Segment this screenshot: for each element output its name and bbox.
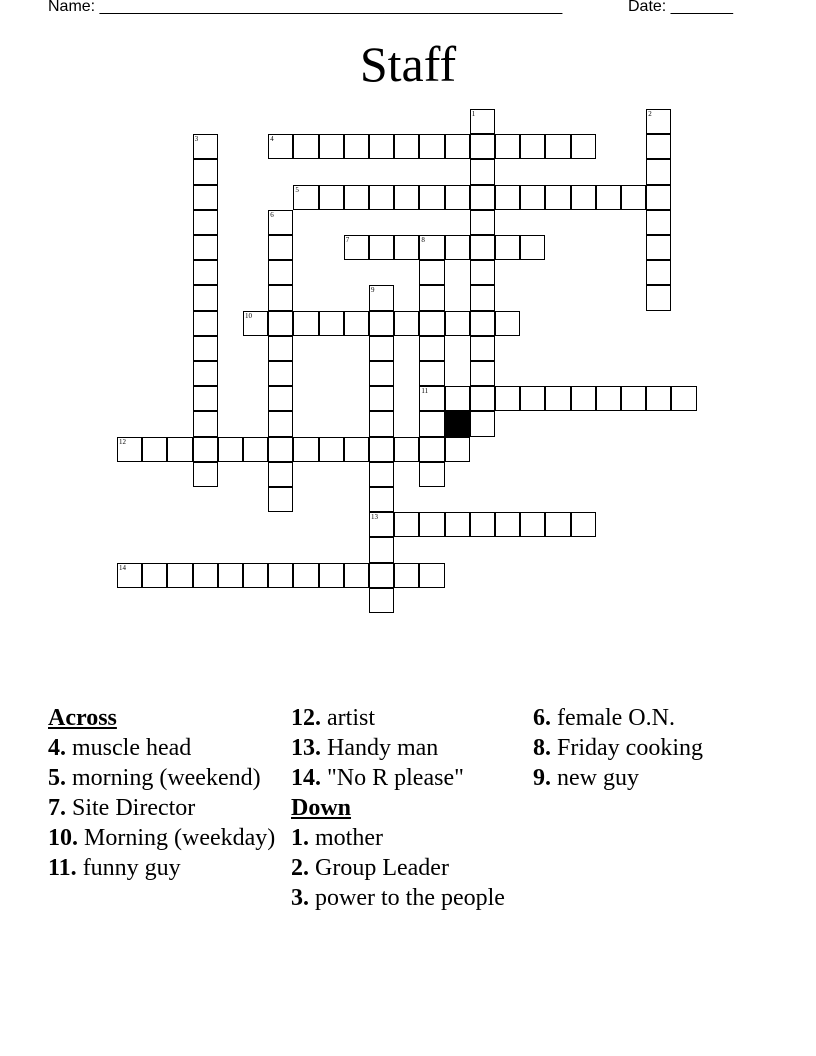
grid-cell[interactable]: [193, 235, 218, 260]
grid-cell[interactable]: [369, 537, 394, 562]
clue-text: "No R please": [327, 765, 464, 791]
grid-cell[interactable]: [520, 386, 545, 411]
grid-cell[interactable]: [495, 512, 520, 537]
grid-cell[interactable]: [571, 512, 596, 537]
clue-heading-across: Across: [48, 705, 117, 731]
grid-cell[interactable]: [545, 185, 570, 210]
black-cell: [445, 411, 470, 436]
cell-number: 10: [245, 311, 252, 320]
clue-text: Friday cooking: [557, 735, 703, 761]
grid-cell[interactable]: [369, 512, 394, 537]
grid-cell[interactable]: [646, 285, 671, 310]
clue-number: 6.: [533, 705, 551, 731]
grid-cell[interactable]: [193, 437, 218, 462]
grid-cell[interactable]: [445, 185, 470, 210]
grid-cell[interactable]: [470, 134, 495, 159]
grid-cell[interactable]: [268, 336, 293, 361]
grid-cell[interactable]: [268, 235, 293, 260]
grid-cell[interactable]: [193, 462, 218, 487]
grid-cell[interactable]: [495, 386, 520, 411]
clue-number: 7.: [48, 795, 66, 821]
cell-number: 6: [270, 210, 274, 219]
grid-cell[interactable]: [545, 386, 570, 411]
grid-cell[interactable]: [369, 185, 394, 210]
grid-cell[interactable]: [646, 235, 671, 260]
grid-cell[interactable]: [193, 159, 218, 184]
grid-cell[interactable]: [445, 437, 470, 462]
grid-cell[interactable]: [646, 210, 671, 235]
grid-cell[interactable]: [369, 563, 394, 588]
clue-column-1: [48, 704, 284, 884]
grid-cell[interactable]: [268, 411, 293, 436]
grid-cell[interactable]: [369, 437, 394, 462]
grid-cell[interactable]: [419, 260, 444, 285]
grid-cell[interactable]: [470, 311, 495, 336]
grid-cell[interactable]: [142, 437, 167, 462]
clue-item: [533, 764, 769, 792]
grid-cell[interactable]: [470, 361, 495, 386]
grid-cell[interactable]: [394, 185, 419, 210]
grid-cell[interactable]: [268, 134, 293, 159]
grid-cell[interactable]: [419, 462, 444, 487]
grid-cell[interactable]: [520, 185, 545, 210]
grid-cell[interactable]: [243, 311, 268, 336]
grid-cell[interactable]: [193, 260, 218, 285]
grid-cell[interactable]: [646, 109, 671, 134]
grid-cell[interactable]: [369, 462, 394, 487]
clue-item: [48, 824, 284, 852]
grid-cell[interactable]: [268, 210, 293, 235]
grid-cell[interactable]: [369, 336, 394, 361]
grid-cell[interactable]: [193, 336, 218, 361]
cell-number: 3: [194, 135, 199, 144]
grid-cell[interactable]: [520, 134, 545, 159]
grid-cell[interactable]: [470, 159, 495, 184]
grid-cell[interactable]: [369, 311, 394, 336]
cell-number: 5: [295, 185, 299, 194]
clue-item: [533, 734, 769, 762]
clue-number: 12.: [291, 705, 321, 731]
grid-cell[interactable]: [193, 361, 218, 386]
clue-item: [48, 734, 284, 762]
clue-text: power to the people: [315, 885, 505, 911]
grid-cell[interactable]: [268, 487, 293, 512]
grid-cell[interactable]: [319, 185, 344, 210]
clue-item: [291, 854, 527, 882]
grid-cell[interactable]: [445, 134, 470, 159]
grid-cell[interactable]: [369, 487, 394, 512]
clue-text: muscle head: [72, 735, 192, 761]
grid-cell[interactable]: [268, 563, 293, 588]
grid-cell[interactable]: [646, 386, 671, 411]
grid-cell[interactable]: [344, 185, 369, 210]
clue-number: 11.: [48, 855, 77, 881]
grid-cell[interactable]: [344, 437, 369, 462]
grid-cell[interactable]: [571, 185, 596, 210]
grid-cell[interactable]: [470, 260, 495, 285]
grid-cell[interactable]: [419, 311, 444, 336]
clue-number: 14.: [291, 765, 321, 791]
page-title: Staff: [359, 36, 457, 92]
grid-cell[interactable]: [243, 437, 268, 462]
grid-cell[interactable]: [445, 512, 470, 537]
cell-number: 11: [421, 387, 429, 396]
grid-cell[interactable]: [193, 311, 218, 336]
grid-cell[interactable]: [218, 563, 243, 588]
grid-cell[interactable]: [369, 235, 394, 260]
grid-cell[interactable]: [268, 462, 293, 487]
grid-cell[interactable]: [193, 185, 218, 210]
grid-cell[interactable]: [394, 134, 419, 159]
cell-number: 14: [119, 563, 126, 572]
grid-cell[interactable]: [369, 588, 394, 613]
grid-cell[interactable]: [319, 437, 344, 462]
grid-cell[interactable]: [293, 437, 318, 462]
grid-cell[interactable]: [193, 411, 218, 436]
clue-number: 4.: [48, 735, 66, 761]
grid-cell[interactable]: [445, 235, 470, 260]
grid-cell[interactable]: [470, 185, 495, 210]
clue-number: 3.: [291, 885, 309, 911]
clue-text: Group Leader: [315, 855, 449, 881]
clue-number: 10.: [48, 825, 78, 851]
grid-cell[interactable]: [193, 285, 218, 310]
clue-item: [291, 734, 527, 762]
grid-cell[interactable]: [495, 235, 520, 260]
clue-number: 5.: [48, 765, 66, 791]
grid-cell[interactable]: [369, 386, 394, 411]
cell-number: 13: [371, 513, 378, 522]
name-field-label: Name: ____________________________________________________: [48, 0, 563, 15]
grid-cell[interactable]: [419, 134, 444, 159]
grid-cell[interactable]: [268, 386, 293, 411]
grid-cell[interactable]: [419, 235, 444, 260]
grid-cell[interactable]: [268, 260, 293, 285]
grid-cell[interactable]: [293, 134, 318, 159]
grid-cell[interactable]: [596, 185, 621, 210]
clue-text: new guy: [557, 765, 639, 791]
grid-cell[interactable]: [419, 411, 444, 436]
clue-text: artist: [327, 705, 375, 731]
grid-cell[interactable]: [193, 386, 218, 411]
clue-number: 13.: [291, 735, 321, 761]
grid-cell[interactable]: [470, 235, 495, 260]
grid-cell[interactable]: [571, 134, 596, 159]
grid-cell[interactable]: [344, 311, 369, 336]
clue-item: [48, 854, 284, 882]
cell-number: 12: [119, 437, 126, 446]
grid-cell[interactable]: [394, 512, 419, 537]
clue-text: Site Director: [72, 795, 196, 821]
grid-cell[interactable]: [646, 260, 671, 285]
grid-cell[interactable]: [419, 512, 444, 537]
cell-number: 4: [270, 135, 274, 144]
grid-cell[interactable]: [268, 311, 293, 336]
grid-cell[interactable]: [394, 235, 419, 260]
clue-text: Handy man: [327, 735, 439, 761]
grid-cell[interactable]: [470, 386, 495, 411]
grid-cell[interactable]: [545, 512, 570, 537]
grid-cell[interactable]: [293, 563, 318, 588]
clue-text: funny guy: [82, 855, 181, 881]
grid-cell[interactable]: [319, 134, 344, 159]
grid-cell[interactable]: [369, 134, 394, 159]
grid-cell[interactable]: [419, 336, 444, 361]
clue-item: [48, 794, 284, 822]
clue-heading-down: Down: [291, 795, 352, 821]
clue-text: female O.N.: [557, 705, 675, 731]
grid-cell[interactable]: [419, 361, 444, 386]
grid-cell[interactable]: [268, 285, 293, 310]
grid-cell[interactable]: [470, 285, 495, 310]
grid-cell[interactable]: [218, 437, 243, 462]
grid-cell[interactable]: [470, 109, 495, 134]
grid-cell[interactable]: [646, 134, 671, 159]
cell-number: 7: [345, 236, 350, 244]
grid-cell[interactable]: [646, 185, 671, 210]
grid-cell[interactable]: [495, 185, 520, 210]
cell-number: 9: [371, 286, 375, 295]
clue-column-2: [291, 704, 527, 914]
grid-cell[interactable]: [293, 311, 318, 336]
clue-number: 8.: [533, 735, 551, 761]
clue-item: [291, 824, 527, 852]
grid-cell[interactable]: [193, 134, 218, 159]
grid-cell[interactable]: [671, 386, 696, 411]
grid-cell[interactable]: [520, 512, 545, 537]
clue-item: [48, 764, 284, 792]
grid-cell[interactable]: [369, 285, 394, 310]
grid-cell[interactable]: [193, 563, 218, 588]
grid-cell[interactable]: [369, 361, 394, 386]
grid-cell[interactable]: [193, 210, 218, 235]
grid-cell[interactable]: [268, 437, 293, 462]
grid-cell[interactable]: [495, 134, 520, 159]
grid-cell[interactable]: [470, 411, 495, 436]
clue-text: Morning (weekday): [84, 825, 276, 851]
grid-cell[interactable]: [293, 185, 318, 210]
clue-item: [291, 884, 527, 912]
grid-cell[interactable]: [445, 311, 470, 336]
grid-cell[interactable]: [142, 563, 167, 588]
grid-cell[interactable]: [495, 311, 520, 336]
grid-cell[interactable]: [369, 411, 394, 436]
grid-cell[interactable]: [394, 311, 419, 336]
clue-item: [291, 764, 527, 792]
grid-cell[interactable]: [167, 437, 192, 462]
grid-cell[interactable]: [470, 210, 495, 235]
clue-number: 1.: [291, 825, 309, 851]
cell-number: 2: [648, 110, 652, 118]
clue-text: morning (weekend): [72, 765, 261, 791]
grid-cell[interactable]: [394, 563, 419, 588]
grid-cell[interactable]: [344, 134, 369, 159]
grid-cell[interactable]: [445, 386, 470, 411]
grid-cell[interactable]: [571, 386, 596, 411]
grid-cell[interactable]: [621, 185, 646, 210]
clue-item: [291, 704, 527, 732]
grid-cell[interactable]: [243, 563, 268, 588]
clue-number: 9.: [533, 765, 551, 791]
grid-cell[interactable]: [117, 563, 142, 588]
grid-cell[interactable]: [419, 386, 444, 411]
grid-cell[interactable]: [344, 235, 369, 260]
cell-number: 8: [421, 236, 425, 244]
clue-number: 2.: [291, 855, 309, 881]
grid-cell[interactable]: [470, 336, 495, 361]
grid-cell[interactable]: [419, 185, 444, 210]
grid-cell[interactable]: [545, 134, 570, 159]
cell-number: 1: [471, 110, 476, 118]
clue-column-3: [533, 704, 769, 794]
grid-cell[interactable]: [470, 512, 495, 537]
grid-cell[interactable]: [621, 386, 646, 411]
grid-cell[interactable]: [394, 437, 419, 462]
grid-cell[interactable]: [419, 285, 444, 310]
grid-cell[interactable]: [167, 563, 192, 588]
grid-cell[interactable]: [419, 563, 444, 588]
grid-cell[interactable]: [344, 563, 369, 588]
grid-cell[interactable]: [319, 563, 344, 588]
grid-cell[interactable]: [419, 437, 444, 462]
grid-cell[interactable]: [596, 386, 621, 411]
grid-cell[interactable]: [268, 361, 293, 386]
clue-item: [533, 704, 769, 732]
grid-cell[interactable]: [319, 311, 344, 336]
clue-text: mother: [315, 825, 383, 851]
grid-cell[interactable]: [520, 235, 545, 260]
grid-cell[interactable]: [117, 437, 142, 462]
grid-cell[interactable]: [646, 159, 671, 184]
date-field-label: Date: _______: [628, 0, 733, 15]
